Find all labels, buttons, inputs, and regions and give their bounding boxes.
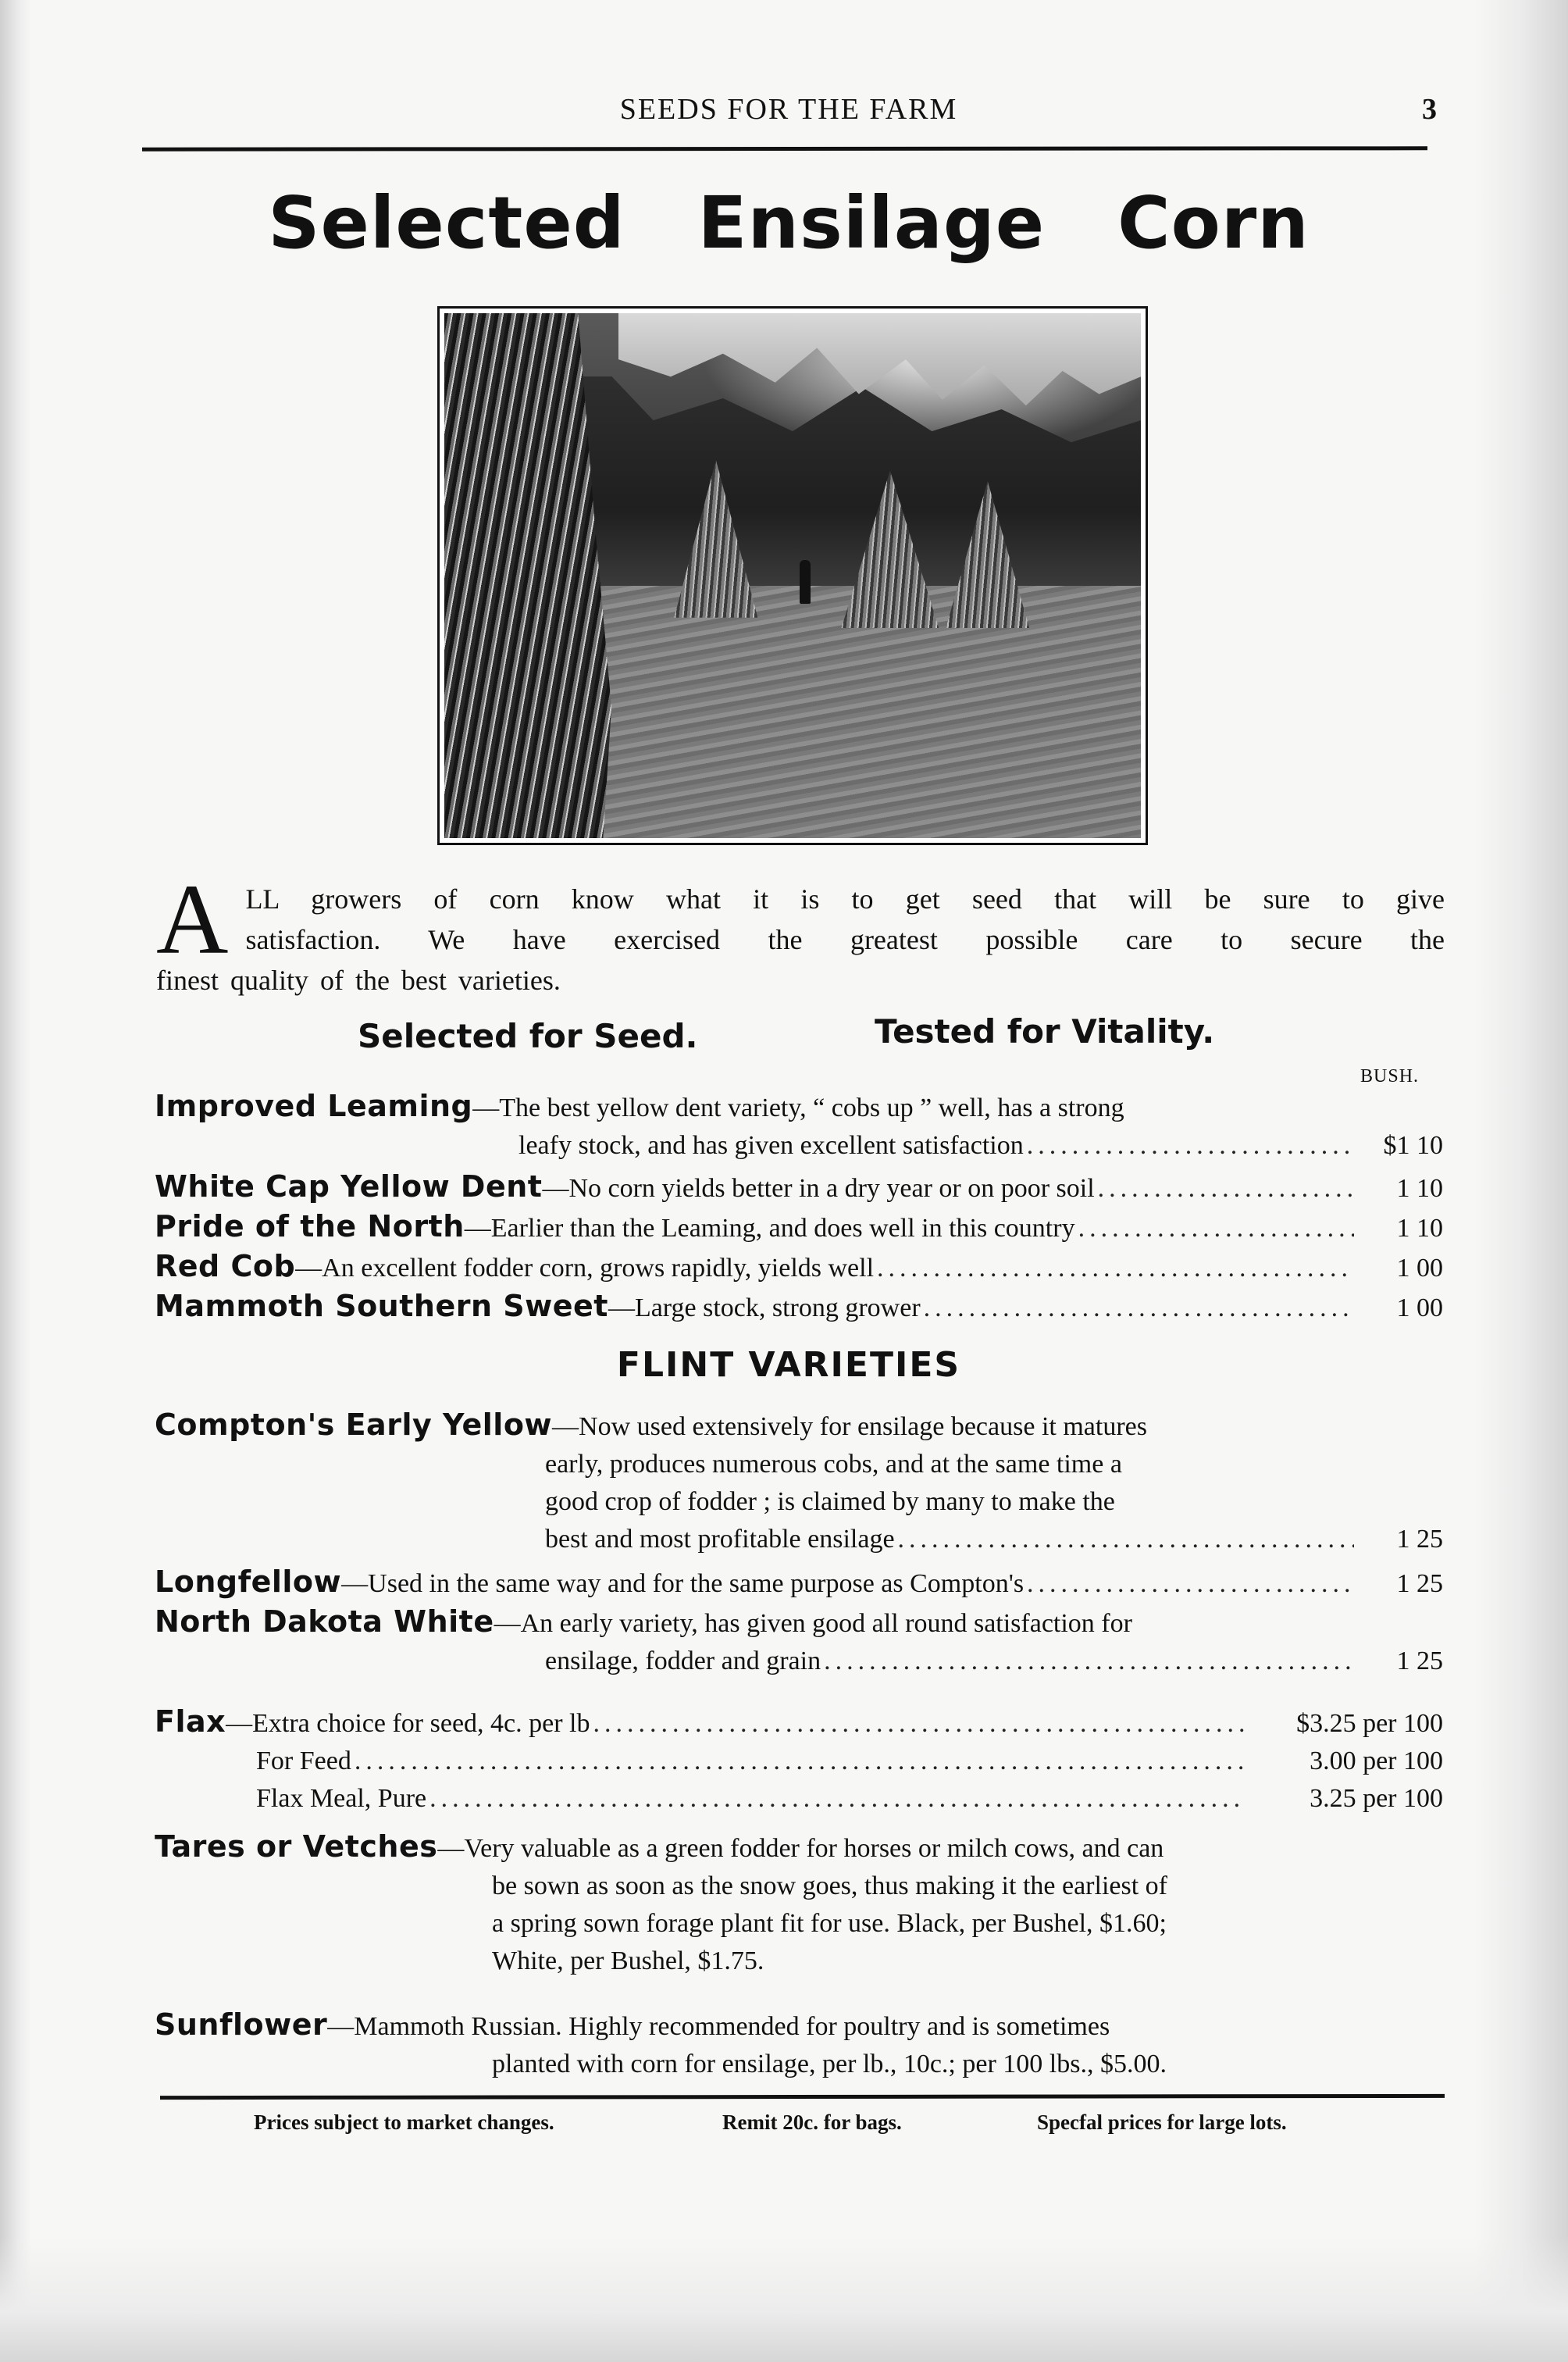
- intro-paragraph: [156, 864, 1445, 1001]
- flint-varieties-list: [155, 1406, 1443, 1680]
- running-title: SEEDS FOR THE FARM: [619, 93, 958, 126]
- list-item: [155, 1828, 1443, 1980]
- flint-varieties-heading: FLINT VARIETIES: [616, 1345, 961, 1385]
- leader-dots: [924, 1290, 1354, 1327]
- variety-description: —Used in the same way and for the same purpose as Compton's: [341, 1569, 1025, 1598]
- page-edge-shadow-right: [1474, 0, 1568, 2362]
- leader-dots: [355, 1743, 1245, 1780]
- product-description: —Very valuable as a green fodder for horses or milch cows, and can: [437, 1834, 1164, 1863]
- sunflower-entry: [155, 2006, 1443, 2083]
- variety-price: 1 25: [1396, 1569, 1443, 1598]
- running-header: [141, 92, 1437, 139]
- product-description: a spring sown forage plant fit for use. Black, per Bushel, $1.60;: [492, 1909, 1167, 1938]
- variety-name: Red Cob: [155, 1249, 296, 1283]
- variety-price: 1 25: [1396, 1525, 1443, 1554]
- list-item: [155, 1703, 1443, 1818]
- footer-notes: [141, 2110, 1437, 2142]
- leader-dots: [1027, 1565, 1354, 1603]
- footer-note-prices: Prices subject to market changes.: [254, 2110, 554, 2134]
- variety-name: Mammoth Southern Sweet: [155, 1289, 608, 1323]
- page-edge-shadow-left: [0, 0, 31, 2362]
- variety-description: ensilage, fodder and grain: [545, 1647, 821, 1675]
- page-number: 3: [1422, 93, 1437, 126]
- variety-description: —No corn yields better in a dry year or on poor soil: [542, 1174, 1095, 1203]
- product-price: 3.00 per 100: [1310, 1747, 1443, 1775]
- flax-list: [155, 1703, 1443, 1818]
- subhead-tested: Tested for Vitality.: [875, 1012, 1215, 1051]
- variety-price: 1 25: [1396, 1647, 1443, 1675]
- intro-line: finest quality of the best varieties.: [156, 965, 561, 996]
- list-item: [155, 1287, 1443, 1327]
- list-item: [155, 1406, 1443, 1558]
- product-price: $3.25 per 100: [1296, 1709, 1443, 1738]
- product-description: be sown as soon as the snow goes, thus making it the earliest of: [492, 1871, 1167, 1900]
- list-item: [155, 1168, 1443, 1208]
- variety-description: early, produces numerous cobs, and at the same time a: [545, 1450, 1122, 1479]
- leader-dots: [593, 1705, 1245, 1743]
- variety-name: North Dakota White: [155, 1604, 494, 1639]
- list-item: [155, 1603, 1443, 1680]
- variety-description: —The best yellow dent variety, “ cobs up ” well, has a strong: [472, 1094, 1124, 1122]
- list-item: [155, 1247, 1443, 1287]
- intro-line: satisfaction. We have exercised the greatest possible care to secure the: [245, 924, 1445, 955]
- variety-name: Compton's Early Yellow: [155, 1408, 553, 1442]
- variety-description: leafy stock, and has given excellent satisfaction: [519, 1131, 1024, 1160]
- leader-dots: [877, 1250, 1354, 1287]
- list-item: [155, 1208, 1443, 1247]
- price-unit-label: BUSH.: [1360, 1066, 1420, 1086]
- intro-line: LL growers of corn know what it is to get seed that will be sure to give: [245, 883, 1445, 915]
- variety-price: 1 10: [1396, 1174, 1443, 1203]
- product-description: For Feed: [256, 1747, 351, 1775]
- list-item: [155, 1087, 1443, 1165]
- variety-price: 1 00: [1396, 1293, 1443, 1322]
- variety-description: —Now used extensively for ensilage because it matures: [552, 1412, 1147, 1441]
- header-rule: [142, 146, 1427, 151]
- variety-price: $1 10: [1383, 1131, 1443, 1160]
- list-item: [155, 2006, 1443, 2083]
- leader-dots: [429, 1780, 1245, 1818]
- footer-rule: [160, 2094, 1445, 2100]
- leader-dots: [1078, 1210, 1354, 1247]
- list-item: [155, 1563, 1443, 1603]
- product-description: White, per Bushel, $1.75.: [492, 1946, 764, 1975]
- page-title: Selected Ensilage Corn: [268, 181, 1310, 265]
- product-name: Sunflower: [155, 2007, 328, 2042]
- variety-price: 1 00: [1396, 1254, 1443, 1283]
- product-description: planted with corn for ensilage, per lb., 10c.; per 100 lbs., $5.00.: [492, 2050, 1167, 2078]
- drop-cap: A: [156, 864, 229, 975]
- variety-name: Longfellow: [155, 1565, 342, 1599]
- variety-name: Pride of the North: [155, 1209, 465, 1243]
- tares-entry: [155, 1828, 1443, 1980]
- photo-person: [800, 560, 811, 604]
- corn-field-photo: [437, 306, 1148, 845]
- product-description: —Mammoth Russian. Highly recommended for poultry and is sometimes: [327, 2012, 1110, 2041]
- leader-dots: [1098, 1170, 1354, 1208]
- leader-dots: [824, 1643, 1354, 1680]
- variety-price: 1 10: [1396, 1214, 1443, 1243]
- footer-note-bags: Remit 20c. for bags.: [722, 2110, 902, 2134]
- variety-name: White Cap Yellow Dent: [155, 1169, 543, 1204]
- variety-description: best and most profitable ensilage: [545, 1525, 895, 1554]
- product-description: —Extra choice for seed, 4c. per lb: [226, 1709, 590, 1738]
- variety-description: good crop of fodder ; is claimed by many to make the: [545, 1487, 1115, 1516]
- product-description: Flax Meal, Pure: [256, 1784, 427, 1813]
- product-price: 3.25 per 100: [1310, 1784, 1443, 1813]
- variety-description: —Large stock, strong grower: [608, 1293, 921, 1322]
- variety-description: —An early variety, has given good all round satisfaction for: [494, 1609, 1132, 1638]
- page-edge-shadow-bottom: [0, 2237, 1568, 2362]
- variety-name: Improved Leaming: [155, 1089, 473, 1123]
- variety-description: —Earlier than the Leaming, and does well in this country: [464, 1214, 1075, 1243]
- product-name: Tares or Vetches: [155, 1829, 438, 1864]
- subheadings: [141, 1012, 1437, 1064]
- photo-image: [444, 313, 1141, 838]
- dent-varieties-list: [155, 1087, 1443, 1327]
- leader-dots: [1027, 1127, 1354, 1165]
- product-name: Flax: [155, 1704, 226, 1739]
- variety-description: —An excellent fodder corn, grows rapidly, yields well: [295, 1254, 875, 1283]
- subhead-selected: Selected for Seed.: [358, 1017, 698, 1055]
- footer-note-large-lots: Specfal prices for large lots.: [1037, 2110, 1287, 2134]
- leader-dots: [898, 1521, 1354, 1558]
